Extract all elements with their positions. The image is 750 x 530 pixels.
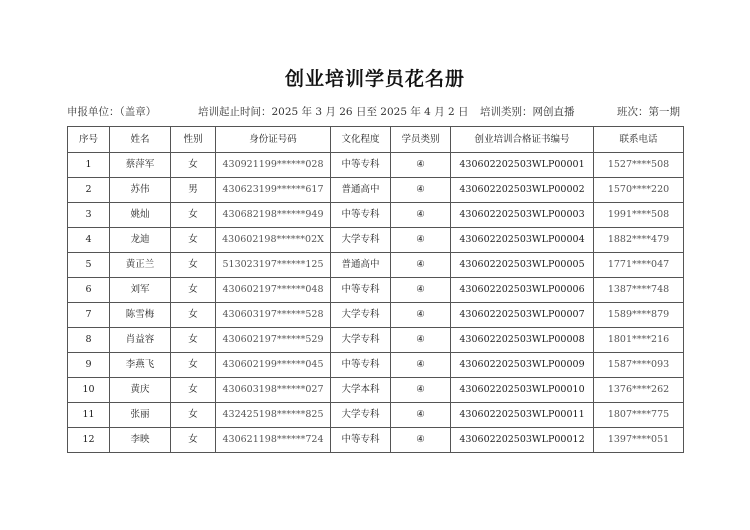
table-row: [68, 178, 684, 203]
cell-education: 中等专科: [331, 428, 391, 453]
cell-certificate-number: 430602202503WLP00011: [451, 403, 594, 428]
cell-name: 陈雪梅: [110, 303, 171, 328]
cell-trainee-category: ④: [391, 403, 451, 428]
cell-certificate-number: 430602202503WLP00001: [451, 153, 594, 178]
cell-certificate-number: 430602202503WLP00009: [451, 353, 594, 378]
cell-phone: 1397****051: [594, 428, 684, 453]
col-header-education: 文化程度: [331, 127, 391, 153]
cell-id-number: 430682198******949: [216, 203, 331, 228]
meta-category: 培训类别：网创直播: [480, 106, 575, 118]
cell-name: 蔡萍军: [110, 153, 171, 178]
cell-index: 4: [68, 228, 110, 253]
cell-phone: 1991****508: [594, 203, 684, 228]
cell-phone: 1771****047: [594, 253, 684, 278]
cell-id-number: 432425198******825: [216, 403, 331, 428]
meta-batch: 班次：第一期: [617, 106, 680, 118]
cell-education: 大学本科: [331, 378, 391, 403]
col-header-gender: 性别: [171, 127, 216, 153]
table-row: [68, 403, 684, 428]
cell-index: 3: [68, 203, 110, 228]
meta-unit: 申报单位：（盖章）: [67, 106, 157, 118]
cell-gender: 女: [171, 278, 216, 303]
cell-index: 9: [68, 353, 110, 378]
cell-id-number: 430602198******02X: [216, 228, 331, 253]
cell-id-number: 430603198******027: [216, 378, 331, 403]
cell-index: 10: [68, 378, 110, 403]
cell-index: 6: [68, 278, 110, 303]
cell-name: 苏伟: [110, 178, 171, 203]
cell-index: 7: [68, 303, 110, 328]
cell-trainee-category: ④: [391, 378, 451, 403]
cell-name: 张丽: [110, 403, 171, 428]
cell-education: 大学专科: [331, 228, 391, 253]
cell-trainee-category: ④: [391, 203, 451, 228]
cell-education: 中等专科: [331, 153, 391, 178]
cell-trainee-category: ④: [391, 428, 451, 453]
cell-certificate-number: 430602202503WLP00012: [451, 428, 594, 453]
cell-phone: 1587****093: [594, 353, 684, 378]
cell-id-number: 430623199******617: [216, 178, 331, 203]
cell-education: 中等专科: [331, 278, 391, 303]
cell-education: 大学专科: [331, 303, 391, 328]
table-row: [68, 278, 684, 303]
cell-education: 中等专科: [331, 353, 391, 378]
cell-gender: 女: [171, 428, 216, 453]
cell-gender: 女: [171, 378, 216, 403]
cell-name: 黄庆: [110, 378, 171, 403]
cell-trainee-category: ④: [391, 228, 451, 253]
cell-education: 大学专科: [331, 403, 391, 428]
cell-education: 普通高中: [331, 253, 391, 278]
cell-trainee-category: ④: [391, 353, 451, 378]
cell-certificate-number: 430602202503WLP00006: [451, 278, 594, 303]
table-row: [68, 253, 684, 278]
cell-gender: 女: [171, 253, 216, 278]
table-row: [68, 228, 684, 253]
table-row: [68, 153, 684, 178]
cell-certificate-number: 430602202503WLP00008: [451, 328, 594, 353]
cell-certificate-number: 430602202503WLP00010: [451, 378, 594, 403]
cell-gender: 女: [171, 303, 216, 328]
meta-line: [67, 104, 683, 120]
cell-name: 李燕飞: [110, 353, 171, 378]
table-row: [68, 428, 684, 453]
cell-education: 中等专科: [331, 203, 391, 228]
cell-id-number: 430602197******048: [216, 278, 331, 303]
roster-body: [68, 153, 684, 453]
cell-certificate-number: 430602202503WLP00002: [451, 178, 594, 203]
table-row: [68, 378, 684, 403]
cell-id-number: 430602199******045: [216, 353, 331, 378]
col-header-certificate-number: 创业培训合格证书编号: [451, 127, 594, 153]
col-header-trainee-category: 学员类别: [391, 127, 451, 153]
roster-table: [67, 126, 684, 453]
cell-phone: 1527****508: [594, 153, 684, 178]
col-header-index: 序号: [68, 127, 110, 153]
cell-trainee-category: ④: [391, 278, 451, 303]
cell-certificate-number: 430602202503WLP00007: [451, 303, 594, 328]
cell-index: 2: [68, 178, 110, 203]
cell-index: 11: [68, 403, 110, 428]
cell-gender: 女: [171, 228, 216, 253]
table-row: [68, 203, 684, 228]
cell-name: 黄正兰: [110, 253, 171, 278]
cell-phone: 1801****216: [594, 328, 684, 353]
cell-trainee-category: ④: [391, 153, 451, 178]
cell-certificate-number: 430602202503WLP00004: [451, 228, 594, 253]
col-header-name: 姓名: [110, 127, 171, 153]
col-header-phone: 联系电话: [594, 127, 684, 153]
cell-gender: 女: [171, 203, 216, 228]
cell-certificate-number: 430602202503WLP00005: [451, 253, 594, 278]
table-row: [68, 328, 684, 353]
cell-id-number: 513023197******125: [216, 253, 331, 278]
cell-name: 龙迪: [110, 228, 171, 253]
cell-trainee-category: ④: [391, 328, 451, 353]
cell-education: 普通高中: [331, 178, 391, 203]
cell-index: 5: [68, 253, 110, 278]
cell-name: 肖益容: [110, 328, 171, 353]
cell-index: 1: [68, 153, 110, 178]
table-row: [68, 303, 684, 328]
cell-certificate-number: 430602202503WLP00003: [451, 203, 594, 228]
cell-phone: 1589****879: [594, 303, 684, 328]
cell-phone: 1807****775: [594, 403, 684, 428]
cell-gender: 女: [171, 153, 216, 178]
cell-id-number: 430602197******529: [216, 328, 331, 353]
cell-gender: 女: [171, 353, 216, 378]
cell-trainee-category: ④: [391, 303, 451, 328]
cell-name: 李映: [110, 428, 171, 453]
table-header-row: [68, 127, 684, 153]
cell-education: 大学专科: [331, 328, 391, 353]
cell-id-number: 430921199******028: [216, 153, 331, 178]
cell-phone: 1570****220: [594, 178, 684, 203]
cell-phone: 1376****262: [594, 378, 684, 403]
cell-name: 刘军: [110, 278, 171, 303]
cell-phone: 1882****479: [594, 228, 684, 253]
cell-index: 8: [68, 328, 110, 353]
cell-phone: 1387****748: [594, 278, 684, 303]
cell-id-number: 430603197******528: [216, 303, 331, 328]
cell-index: 12: [68, 428, 110, 453]
table-row: [68, 353, 684, 378]
cell-trainee-category: ④: [391, 178, 451, 203]
cell-gender: 女: [171, 328, 216, 353]
document-title: 创业培训学员花名册: [284, 68, 465, 90]
cell-gender: 女: [171, 403, 216, 428]
cell-id-number: 430621198******724: [216, 428, 331, 453]
meta-period: 培训起止时间：2025 年 3 月 26 日至 2025 年 4 月 2 日: [198, 106, 469, 118]
cell-trainee-category: ④: [391, 253, 451, 278]
col-header-id-number: 身份证号码: [216, 127, 331, 153]
cell-gender: 男: [171, 178, 216, 203]
cell-name: 姚灿: [110, 203, 171, 228]
